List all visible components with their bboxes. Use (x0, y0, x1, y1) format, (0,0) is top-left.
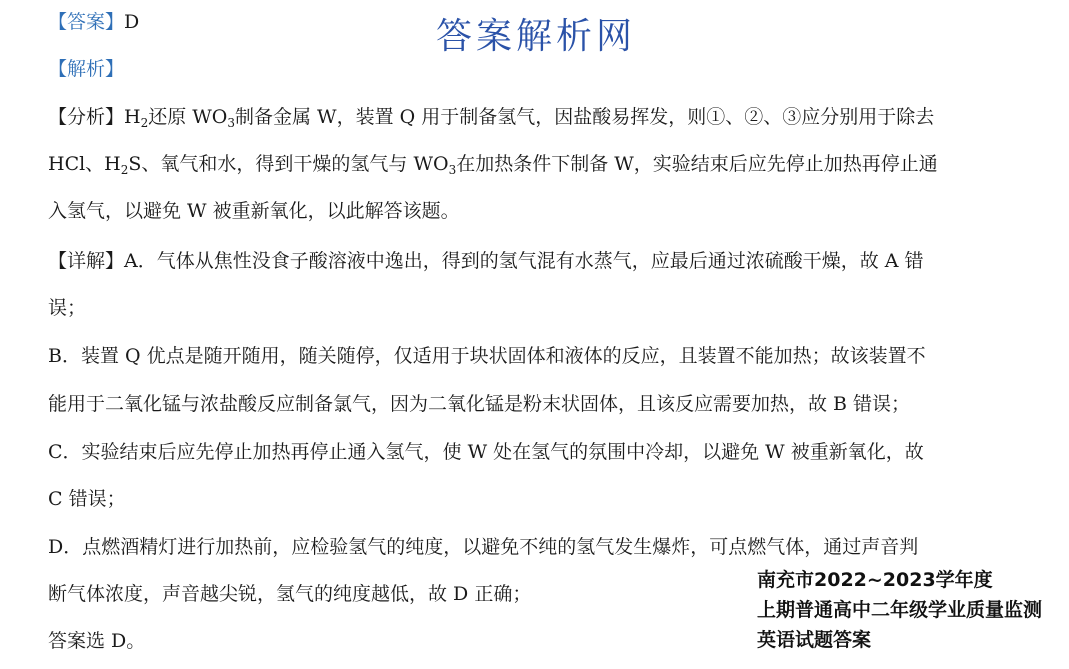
option-d-line-1: D．点燃酒精灯进行加热前，应检验氢气的纯度，以避免不纯的氢气发生爆炸，可点燃气体，通过声音判 (48, 536, 919, 558)
answer-value: D (124, 11, 140, 33)
stamp-line-2: 上期普通高中二年级学业质量监测 (757, 599, 1043, 621)
final-answer: 答案选 D。 (48, 630, 146, 652)
sub-h2: 2 (140, 116, 149, 130)
option-c-line-2: C 错误； (48, 488, 126, 510)
fenxi-1b: 还原 WO (148, 106, 228, 128)
sub-wo3-2: 3 (448, 163, 457, 177)
sub-wo3: 3 (227, 116, 236, 130)
analysis-label: 【解析】 (48, 58, 125, 80)
xiangjie-line-1: 【详解】A．气体从焦性没食子酸溶液中逸出，得到的氢气混有水蒸气，应最后通过浓硫酸干燥，故 A 错 (48, 250, 924, 272)
option-d-line-2: 断气体浓度，声音越尖锐，氢气的纯度越低，故 D 正确； (48, 583, 532, 605)
fenxi-line-3: 入氢气，以避免 W 被重新氧化，以此解答该题。 (48, 200, 460, 222)
option-b-line-1: B．装置 Q 优点是随开随用，随关随停，仅适用于块状固体和液体的反应，且装置不能加热；故该装置不 (48, 345, 926, 367)
answer-label: 【答案】 (48, 11, 125, 33)
option-b-line-2: 能用于二氧化锰与浓盐酸反应制备氯气，因为二氧化锰是粉末状固体，且该反应需要加热，故 B 错误； (48, 393, 911, 415)
watermark: 答案解析网 (436, 16, 637, 57)
sub-h2s: 2 (120, 163, 129, 177)
option-c-line-1: C．实验结束后应先停止加热再停止通入氢气，使 W 处在氢气的氛围中冷却，以避免 W 被重新氧化，故 (48, 441, 924, 463)
fenxi-2a: HCl、H (48, 153, 121, 175)
fenxi-2c: 在加热条件下制备 W，实验结束后应先停止加热再停止通 (456, 153, 938, 175)
stamp-line-3: 英语试题答案 (757, 629, 872, 651)
fenxi-line-1 (48, 105, 934, 129)
stamp-line-1: 南充市2022~2023学年度 (757, 569, 993, 591)
fenxi-line-2 (48, 152, 938, 176)
fenxi-1c: 制备金属 W，装置 Q 用于制备氢气，因盐酸易挥发，则①、②、③应分别用于除去 (235, 106, 935, 128)
xiangjie-line-2: 误； (48, 297, 87, 319)
fenxi-1a: 【分析】H (48, 106, 141, 128)
fenxi-2b: S、氧气和水，得到干燥的氢气与 WO (128, 153, 449, 175)
answer-line (48, 10, 139, 34)
